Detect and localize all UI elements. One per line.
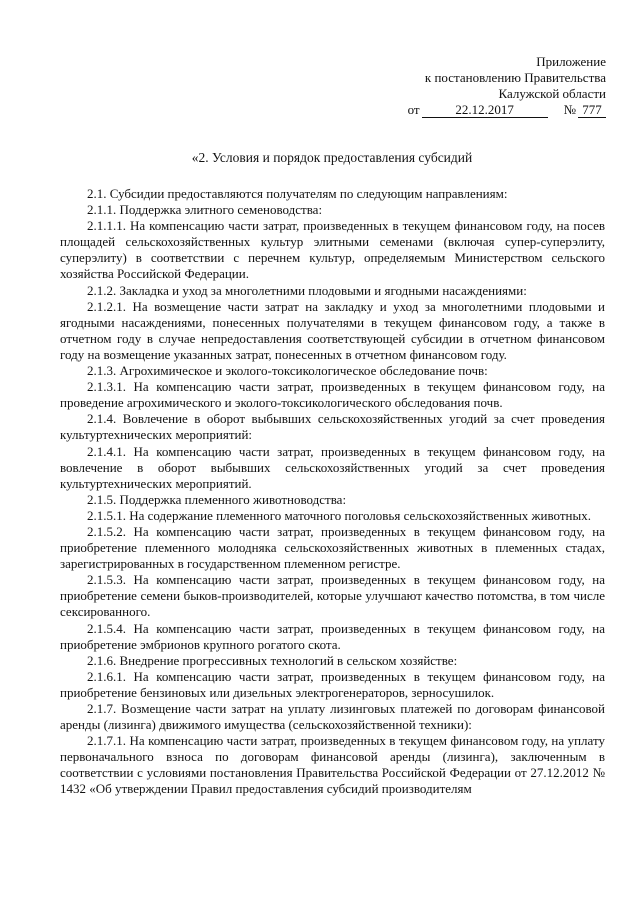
paragraph: 2.1.5.2. На компенсацию части затрат, произведенных в текущем финансовом году, на приобретение племенного молодняка сельскохозяйственных животных в племенных стадах, зарегистрированных в государственном племенном регистре. — [60, 523, 605, 572]
paragraph: 2.1.4. Вовлечение в оборот выбывших сельскохозяйственных угодий за счет проведения культуртехнических мероприятий: — [60, 411, 605, 443]
section-title: «2. Условия и порядок предоставления субсидий — [191, 150, 473, 165]
paragraph: 2.1.1. Поддержка элитного семеноводства: — [87, 202, 323, 218]
header-line-1: Приложение — [536, 54, 606, 69]
paragraph: 2.1.7. Возмещение части затрат на уплату лизинговых платежей по договорам финансовой аренды (лизинга) движимого имущества (сельскохозяйственной техники): — [60, 701, 605, 733]
header-line-2: к постановлению Правительства — [424, 70, 606, 85]
paragraph: 2.1.6. Внедрение прогрессивных технологий в сельском хозяйстве: — [87, 652, 458, 668]
paragraph: 2.1.4.1. На компенсацию части затрат, произведенных в текущем финансовом году, на вовлечение в оборот выбывших сельскохозяйственных угодий за счет проведения культуртехнических мероприятий. — [60, 443, 605, 491]
paragraph: 2.1. Субсидии предоставляются получателям по следующим направлениям: — [87, 186, 508, 201]
paragraph: 2.1.7.1. На компенсацию части затрат, произведенных в текущем финансовом году, на уплату первоначального взноса по договорам финансовой аренды (лизинга), заключенным в соответствии с условиями постановления Правительства Российской Федерации от 27.12.2012 № 1432 «Об утверждении Правил предоставления субсидий производителям — [60, 733, 605, 797]
paragraph: 2.1.3. Агрохимическое и эколого-токсикологическое обследование почв: — [87, 363, 488, 379]
paragraph: 2.1.2.1. На возмещение части затрат на закладку и уход за многолетними плодовыми и ягодными насаждениями, понесенных получателями в текущем финансовом году, а также в отчетном году в случае непредоставления соответствующей субсидии в отчетном финансовом году на возмещение указанных затрат, понесенных в отчетном финансовом году. — [60, 298, 605, 362]
paragraph: 2.1.5.3. На компенсацию части затрат, произведенных в текущем финансовом году, на приобретение семени быков-производителей, которые улучшают качество потомства, в том числе сексированного. — [60, 572, 605, 620]
date-field: 22.12.2017 — [422, 103, 548, 118]
paragraph: 2.1.1.1. На компенсацию части затрат, произведенных в текущем финансовом году, на посев площадей сельскохозяйственных культур элитными семенами (включая супер-суперэлиту, суперэлиту) в соответствии с перечнем культур, определяемым Министерством сельского хозяйства Российской Федерации. — [60, 218, 605, 282]
paragraph: 2.1.6.1. На компенсацию части затрат, произведенных в текущем финансовом году, на приобретение бензиновых или дизельных электрогенераторов, зерносушилок. — [60, 668, 605, 700]
from-label: от — [407, 102, 420, 117]
appendix-header — [396, 54, 606, 118]
number-field: 777 — [578, 103, 606, 118]
paragraph: 2.1.3.1. На компенсацию части затрат, произведенных в текущем финансовом году, на проведение агрохимического и эколого-токсикологического обследования почв. — [60, 379, 605, 411]
header-line-3: Калужской области — [498, 86, 606, 101]
paragraph: 2.1.5.1. На содержание племенного маточного поголовья сельскохозяйственных животных. — [87, 507, 591, 523]
paragraph: 2.1.2. Закладка и уход за многолетними плодовыми и ягодными насаждениями: — [87, 282, 527, 298]
number-label: № — [563, 102, 576, 117]
paragraph: 2.1.5. Поддержка племенного животноводства: — [87, 491, 347, 507]
paragraph: 2.1.5.4. На компенсацию части затрат, произведенных в текущем финансовом году, на приобретение эмбрионов крупного рогатого скота. — [60, 620, 605, 652]
document-body — [60, 186, 605, 798]
header-date-number-row — [396, 102, 606, 118]
